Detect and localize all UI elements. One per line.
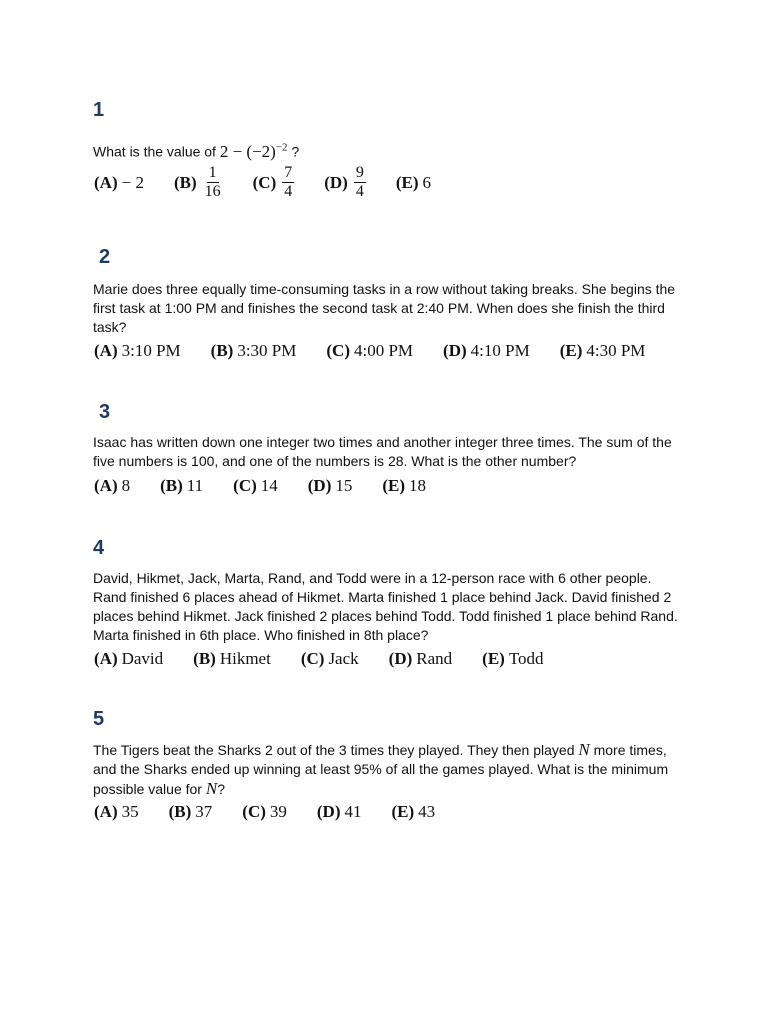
problem-3 [93, 400, 693, 505]
choice-value: 4:10 PM [470, 341, 530, 360]
choice-value: 4:30 PM [586, 341, 646, 360]
choice-e [382, 476, 426, 496]
problem-number: 2 [99, 246, 111, 268]
choice-e [396, 173, 431, 193]
choice-value: 37 [195, 802, 213, 821]
choice-value: 15 [335, 476, 353, 495]
choice-value: 41 [344, 802, 362, 821]
choice-b [174, 164, 223, 201]
choice-d [389, 649, 453, 669]
choice-value: Rand [416, 649, 453, 668]
problem-prompt: Marie does three equally time-consuming tasks in a row without taking breaks. She begins the first task at 1:00 PM and finishes the second task at 2:40 PM. When does she finish the third task? [93, 281, 676, 335]
choice-value: David [121, 649, 164, 668]
choice-letter: (D) [316, 802, 341, 821]
choice-letter: (D) [443, 341, 467, 360]
choice-c [253, 164, 295, 201]
choice-letter: (E) [382, 476, 406, 495]
choice-value: 11 [186, 476, 204, 495]
answer-choices [94, 649, 544, 669]
choice-value: 43 [418, 802, 436, 821]
choice-letter: (E) [482, 649, 505, 668]
choice-value: Jack [328, 649, 359, 668]
choice-letter: (A) [94, 802, 118, 821]
math-expression [220, 142, 288, 161]
choice-e [560, 341, 646, 361]
choice-c [233, 476, 278, 496]
choice-value: 8 [121, 476, 131, 495]
fraction [354, 164, 366, 201]
math-variable: N [578, 740, 590, 759]
choice-letter: (B) [173, 172, 197, 192]
prompt-text: The Tigers beat the Sharks 2 out of the 3 times they played. They then played [93, 742, 579, 758]
fraction-denominator: 4 [355, 183, 364, 200]
choice-a [94, 476, 130, 496]
choice-a [94, 802, 139, 822]
problem-number: 4 [93, 537, 105, 559]
choice-letter: (B) [160, 476, 183, 495]
problem-1 [93, 98, 693, 218]
choice-a [94, 173, 144, 193]
choice-d [443, 341, 530, 361]
fraction-denominator: 16 [204, 183, 221, 200]
choice-letter: (C) [242, 802, 266, 821]
problem-prompt: Isaac has written down one integer two times and another integer three times. The sum of the five numbers is 100, and one of the numbers is 28. What is the other number? [93, 434, 672, 469]
choice-d [308, 476, 353, 496]
choice-value: 6 [422, 172, 432, 192]
choice-b [193, 649, 271, 669]
math-variable: N [205, 779, 218, 798]
choice-letter: (C) [252, 172, 277, 192]
math-exponent: −2 [275, 141, 288, 153]
answer-choices [94, 802, 435, 822]
answer-choices [94, 164, 431, 201]
choice-letter: (B) [210, 341, 234, 360]
choice-letter: (C) [300, 649, 325, 668]
choice-letter: (C) [233, 476, 257, 495]
fraction [203, 164, 223, 201]
problem-prompt [93, 138, 685, 162]
problem-number: 3 [99, 401, 111, 423]
choice-letter: (A) [94, 476, 118, 495]
choice-letter: (D) [324, 172, 348, 192]
choice-value: Todd [508, 649, 544, 668]
math-base: 2 − (−2) [219, 141, 276, 161]
choice-letter: (A) [94, 649, 118, 668]
choice-letter: (D) [307, 476, 332, 495]
problem-4 [93, 536, 693, 676]
answer-choices [94, 341, 645, 361]
prompt-text: What is the value of [93, 143, 220, 160]
prompt-text: more times, and the Sharks ended up winning at least 95% of all the games played. What is the minimum possible value for [93, 742, 669, 797]
choice-value: 3:30 PM [237, 341, 297, 360]
choice-a [94, 341, 181, 361]
answer-choices [94, 476, 426, 496]
fraction [282, 164, 294, 201]
choice-letter: (A) [94, 341, 118, 360]
choice-value: 39 [269, 802, 287, 821]
choice-e [392, 802, 436, 822]
choice-d [317, 802, 362, 822]
choice-letter: (B) [193, 649, 216, 668]
prompt-text-end: ? [287, 143, 300, 160]
problem-2 [93, 245, 693, 370]
choice-b [169, 802, 213, 822]
choice-letter: (E) [391, 802, 415, 821]
fraction-numerator: 7 [284, 164, 293, 181]
choice-value: 35 [121, 802, 139, 821]
fraction-numerator: 1 [208, 164, 217, 181]
choice-value: 3:10 PM [121, 341, 181, 360]
choice-value: Hikmet [219, 649, 271, 668]
problem-prompt: David, Hikmet, Jack, Marta, Rand, and Todd were in a 12-person race with 6 other people. Rand finished 6 places ahead of Hikmet. Marta finished 1 place behind Jack. David finished 2 places behind Hikmet. Jack finished 2 places behind Todd. Todd finished 1 place behind Rand. Marta finished in 6th place. Who finished in 8th place? [93, 570, 678, 643]
choice-e [482, 649, 543, 669]
choice-value: − 2 [121, 172, 144, 192]
choice-value: 4:00 PM [353, 341, 414, 360]
choice-value: 18 [409, 476, 427, 495]
choice-c [242, 802, 287, 822]
fraction-numerator: 9 [355, 164, 364, 181]
choice-letter: (E) [395, 172, 419, 192]
choice-letter: (C) [326, 341, 350, 360]
choice-letter: (E) [559, 341, 583, 360]
choice-d [324, 164, 366, 201]
problem-5 [93, 707, 693, 832]
choice-c [301, 649, 359, 669]
choice-letter: (A) [94, 172, 118, 192]
choice-letter: (B) [168, 802, 192, 821]
choice-b [160, 476, 203, 496]
problem-number: 1 [93, 99, 105, 121]
fraction-denominator: 4 [284, 183, 293, 200]
choice-a [94, 649, 163, 669]
choice-letter: (D) [388, 649, 413, 668]
choice-b [211, 341, 297, 361]
problem-number: 5 [93, 708, 105, 730]
prompt-text-end: ? [217, 781, 225, 797]
problem-prompt [93, 740, 685, 799]
choice-c [326, 341, 413, 361]
choice-value: 14 [260, 476, 278, 495]
